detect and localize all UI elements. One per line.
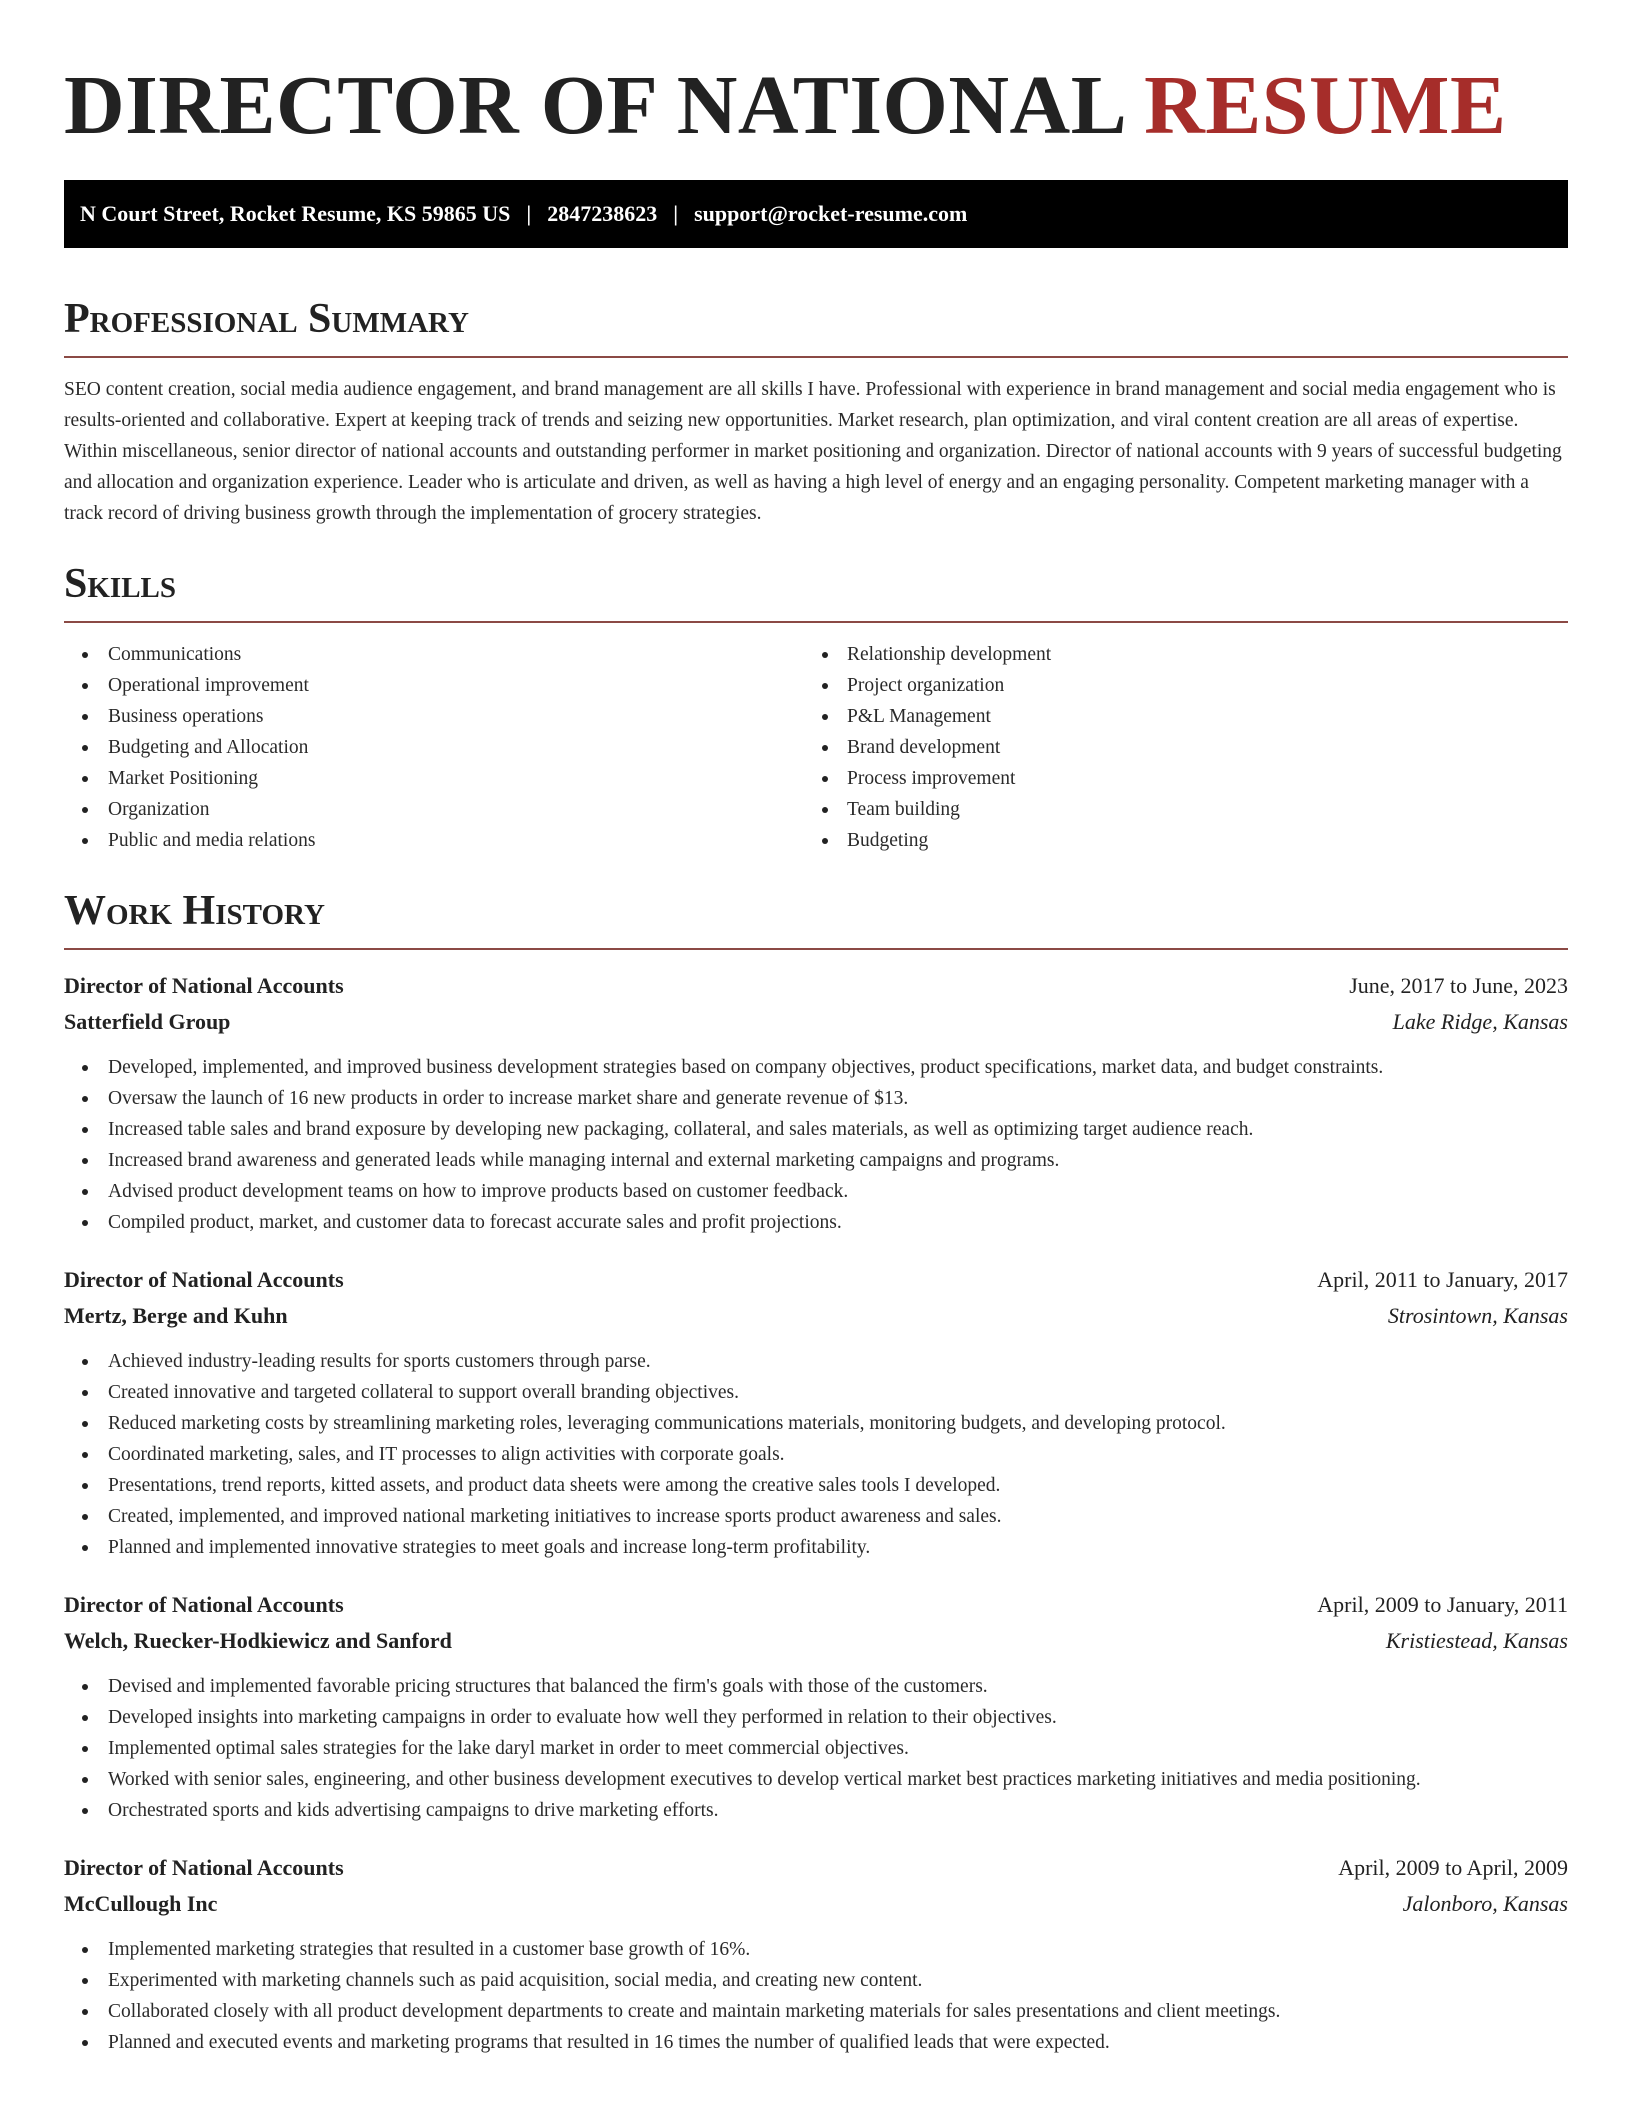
job-duties: [64, 1052, 1568, 1238]
job-location: Lake Ridge, Kansas: [1392, 1009, 1568, 1034]
skill-item: P&L Management: [804, 701, 1544, 732]
job-entry: [64, 1262, 1568, 1563]
skill-item: Team building: [804, 794, 1544, 825]
job-company: Welch, Ruecker-Hodkiewicz and Sanford: [64, 1628, 452, 1653]
duty-item: Created, implemented, and improved national marketing initiatives to increase sports product awareness and sales.: [64, 1501, 1568, 1532]
duty-item: Presentations, trend reports, kitted assets, and product data sheets were among the creative sales tools I developed.: [64, 1470, 1568, 1501]
job-dates: June, 2017 to June, 2023: [1349, 973, 1568, 998]
duty-item: Coordinated marketing, sales, and IT processes to align activities with corporate goals.: [64, 1439, 1568, 1470]
skills-heading: Skills: [64, 559, 1568, 623]
job-location: Kristiestead, Kansas: [1385, 1628, 1568, 1653]
contact-separator: |: [526, 201, 532, 226]
job-title: Director of National Accounts: [64, 1855, 344, 1880]
skill-item: Budgeting and Allocation: [64, 732, 804, 763]
skills-list: [64, 639, 1568, 856]
skill-item: Process improvement: [804, 763, 1544, 794]
contact-address: N Court Street, Rocket Resume, KS 59865 US: [80, 201, 511, 226]
skill-item: Communications: [64, 639, 804, 670]
duty-item: Developed, implemented, and improved business development strategies based on company objectives, product specifications, market data, and budget constraints.: [64, 1052, 1568, 1083]
contact-phone: 2847238623: [547, 201, 658, 226]
duty-item: Implemented optimal sales strategies for the lake daryl market in order to meet commercial objectives.: [64, 1733, 1568, 1764]
job-dates: April, 2009 to April, 2009: [1338, 1855, 1568, 1880]
duty-item: Reduced marketing costs by streamlining marketing roles, leveraging communications materials, monitoring budgets, and developing protocol.: [64, 1408, 1568, 1439]
duty-item: Increased brand awareness and generated leads while managing internal and external marketing campaigns and programs.: [64, 1145, 1568, 1176]
duty-item: Planned and implemented innovative strategies to meet goals and increase long-term profitability.: [64, 1532, 1568, 1563]
duty-item: Worked with senior sales, engineering, and other business development executives to develop vertical market best practices marketing initiatives and media positioning.: [64, 1764, 1568, 1795]
duty-item: Compiled product, market, and customer data to forecast accurate sales and profit projections.: [64, 1207, 1568, 1238]
duty-item: Advised product development teams on how to improve products based on customer feedback.: [64, 1176, 1568, 1207]
skill-item: Public and media relations: [64, 825, 804, 856]
job-title: Director of National Accounts: [64, 973, 344, 998]
duty-item: Orchestrated sports and kids advertising campaigns to drive marketing efforts.: [64, 1795, 1568, 1826]
duty-item: Implemented marketing strategies that resulted in a customer base growth of 16%.: [64, 1934, 1568, 1965]
title-main: DIRECTOR OF NATIONAL: [64, 59, 1123, 152]
resume-title: [64, 56, 1568, 156]
contact-email: support@rocket-resume.com: [694, 201, 968, 226]
duty-item: Achieved industry-leading results for sports customers through parse.: [64, 1346, 1568, 1377]
skill-item: Budgeting: [804, 825, 1544, 856]
job-location: Jalonboro, Kansas: [1402, 1891, 1568, 1916]
job-company: Mertz, Berge and Kuhn: [64, 1303, 288, 1328]
duty-item: Planned and executed events and marketing programs that resulted in 16 times the number of qualified leads that were expected.: [64, 2027, 1568, 2058]
duty-item: Developed insights into marketing campaigns in order to evaluate how well they performed in relation to their objectives.: [64, 1702, 1568, 1733]
skill-item: Business operations: [64, 701, 804, 732]
skill-item: Organization: [64, 794, 804, 825]
job-duties: [64, 1346, 1568, 1563]
contact-separator: |: [673, 201, 679, 226]
job-entry: [64, 1587, 1568, 1826]
duty-item: Collaborated closely with all product development departments to create and maintain marketing materials for sales presentations and client meetings.: [64, 1996, 1568, 2027]
skill-item: Operational improvement: [64, 670, 804, 701]
job-duties: [64, 1934, 1568, 2058]
work-history-heading: Work History: [64, 886, 1568, 950]
contact-bar: [64, 180, 1568, 248]
duty-item: Devised and implemented favorable pricing structures that balanced the firm's goals with those of the customers.: [64, 1671, 1568, 1702]
duty-item: Created innovative and targeted collateral to support overall branding objectives.: [64, 1377, 1568, 1408]
duty-item: Oversaw the launch of 16 new products in order to increase market share and generate revenue of $13.: [64, 1083, 1568, 1114]
job-entry: [64, 968, 1568, 1238]
job-company: Satterfield Group: [64, 1009, 231, 1034]
job-location: Strosintown, Kansas: [1387, 1303, 1568, 1328]
job-title: Director of National Accounts: [64, 1267, 344, 1292]
job-company: McCullough Inc: [64, 1891, 218, 1916]
skill-item: Project organization: [804, 670, 1544, 701]
job-dates: April, 2011 to January, 2017: [1317, 1267, 1568, 1292]
skills-column-right: [804, 639, 1544, 856]
job-entry: [64, 1850, 1568, 2058]
skills-column-left: [64, 639, 804, 856]
job-dates: April, 2009 to January, 2011: [1317, 1592, 1568, 1617]
skill-item: Relationship development: [804, 639, 1544, 670]
title-accent: RESUME: [1144, 59, 1507, 152]
job-duties: [64, 1671, 1568, 1826]
job-title: Director of National Accounts: [64, 1592, 344, 1617]
skill-item: Market Positioning: [64, 763, 804, 794]
skill-item: Brand development: [804, 732, 1544, 763]
summary-text: SEO content creation, social media audience engagement, and brand management are all skills I have. Professional with experience in brand management and social media engagement who is results-oriented and collaborative. Expert at keeping track of trends and seizing new opportunities. Market research, plan optimization, and viral content creation are all areas of expertise. Within miscellaneous, senior director of national accounts and outstanding performer in market positioning and organization. Director of national accounts with 9 years of successful budgeting and allocation and organization experience. Leader who is articulate and driven, as well as having a high level of energy and an engaging personality. Competent marketing manager with a track record of driving business growth through the implementation of grocery strategies.: [64, 379, 1562, 524]
duty-item: Experimented with marketing channels such as paid acquisition, social media, and creating new content.: [64, 1965, 1568, 1996]
summary-heading: Professional Summary: [64, 294, 1568, 358]
duty-item: Increased table sales and brand exposure by developing new packaging, collateral, and sales materials, as well as optimizing target audience reach.: [64, 1114, 1568, 1145]
